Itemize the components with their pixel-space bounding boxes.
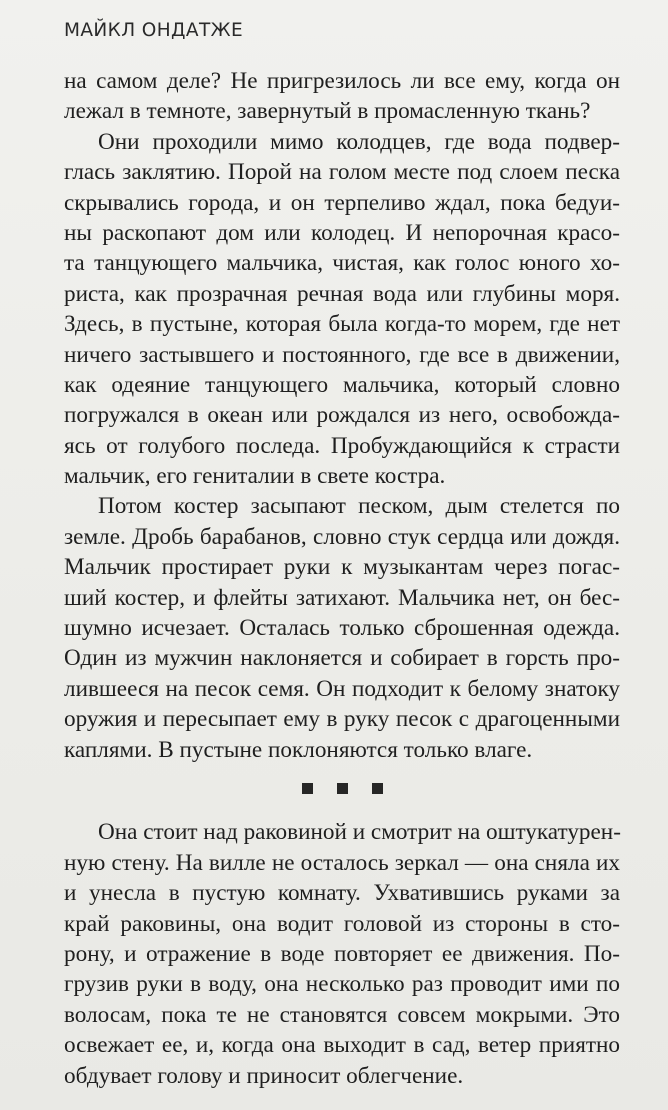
text-line: шумно исчезает. Осталась только сброшенная одежда. <box>64 615 620 642</box>
text-line: ничего застывшего и постоянного, где все в движении, <box>64 341 620 368</box>
body-text <box>64 66 620 1091</box>
text-line: освежает ее, и, когда она выходит в сад, ветер приятно <box>64 1032 620 1059</box>
text-line: земле. Дробь барабанов, словно стук сердца или дождя. <box>64 523 620 550</box>
text-line: ший костер, и флейты затихают. Мальчика нет, он бес- <box>64 584 620 611</box>
text-line: край раковины, она водит головой из стороны в сто- <box>64 910 620 937</box>
text-line: оружия и пересыпает ему в руку песок с драгоценными <box>64 706 620 733</box>
text-line: ную стену. На вилле не осталось зеркал — она сняла их <box>64 849 620 876</box>
text-line: волосам, пока те не становятся совсем мокрыми. Это <box>64 1001 620 1028</box>
paragraph-1 <box>64 66 620 127</box>
text-line: Они проходили мимо колодцев, где вода подвер- <box>98 128 620 155</box>
text-line: Потом костер засыпают песком, дым стелется по <box>98 493 620 520</box>
text-line: глась заклятию. Порой на голом месте под слоем песка <box>64 159 620 186</box>
text-line: лившееся на песок семя. Он подходит к белому знатоку <box>64 675 620 702</box>
separator-square-icon <box>302 783 313 794</box>
text-line: рону, и отражение в воде повторяет ее движения. По- <box>64 940 620 967</box>
text-line: на самом деле? Не пригрезилось ли все ему, когда он <box>64 68 620 94</box>
text-line: грузив руки в воду, она несколько раз проводит ими по <box>64 971 620 998</box>
text-line: и унесла в пустую комнату. Ухватившись руками за <box>64 880 620 907</box>
text-line: обдувает голову и приносит облегчение. <box>64 1062 464 1089</box>
text-line: каплями. В пустыне поклоняются только влаге. <box>64 736 533 763</box>
text-line: ны раскопают дом или колодец. И непорочная красо- <box>64 219 620 246</box>
running-head: МАЙКЛ ОНДАТЖЕ <box>64 20 244 41</box>
paragraph-3 <box>64 491 620 765</box>
text-line: Один из мужчин наклоняется и собирает в горсть про- <box>64 645 620 672</box>
text-line: Она стоит над раковиной и смотрит на оштукатурен- <box>98 819 621 846</box>
text-line: погружался в океан или рождался из него, освобожда- <box>64 402 620 429</box>
text-line: скрывались города, и он терпеливо ждал, пока бедуи- <box>64 189 620 216</box>
text-line: Здесь, в пустыне, которая была когда-то морем, где нет <box>64 311 620 338</box>
separator-square-icon <box>337 783 348 794</box>
paragraph-4 <box>64 817 620 1091</box>
text-line: ясь от голубого последа. Пробуждающийся к страсти <box>64 432 620 459</box>
text-line: мальчик, его гениталии в свете костра. <box>64 463 446 490</box>
text-line: Мальчик простирает руки к музыкантам через погас- <box>64 554 620 581</box>
text-line: риста, как прозрачная речная вода или глубины моря. <box>64 280 620 307</box>
text-line: та танцующего мальчика, чистая, как голос юного хо- <box>64 250 620 277</box>
section-separator <box>64 773 620 803</box>
text-line: лежал в темноте, завернутый в промасленную ткань? <box>64 98 591 125</box>
separator-square-icon <box>372 783 383 794</box>
paragraph-2 <box>64 127 620 492</box>
text-line: как одеяние танцующего мальчика, который словно <box>64 371 620 398</box>
